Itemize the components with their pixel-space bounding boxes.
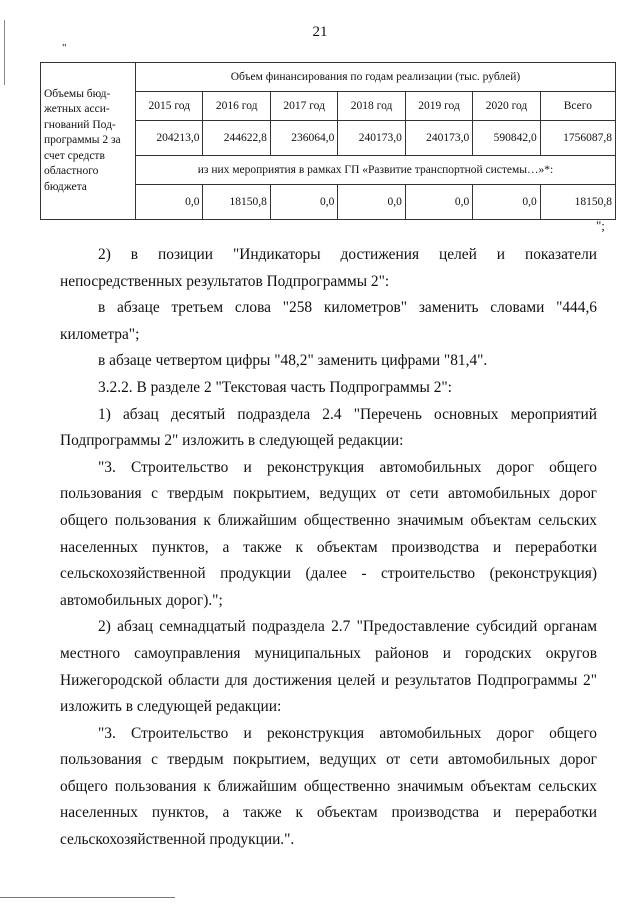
total-header-cell: Всего bbox=[540, 92, 615, 121]
sub-value-cell: 0,0 bbox=[338, 185, 405, 220]
paragraph: "3. Строительство и реконструкция автомобильных дорог общего пользования с твердым покрытием, ведущих от сети автомобильных дорог общего пользования к ближайшим общественно значимым объектам сельских населенных пунктов, а также к объектам производства и переработки сельскохозяйственной продукции (далее - строительство (реконструкция) автомобильных дорог)."; bbox=[60, 458, 597, 609]
funding-table bbox=[40, 62, 616, 220]
document-body bbox=[60, 242, 597, 854]
total-value-cell: 244622,8 bbox=[203, 121, 270, 156]
year-cell: 2020 год bbox=[473, 92, 540, 121]
sub-total-cell: 18150,8 bbox=[540, 185, 615, 220]
paragraph: "3. Строительство и реконструкция автомобильных дорог общего пользования с твердым покрытием, ведущих от сети автомобильных дорог общего пользования к ближайшим общественно значимым объектам сельских населенных пунктов, а также к объектам производства и переработки сельскохозяйственной продукции.". bbox=[60, 724, 597, 849]
total-value-cell: 240173,0 bbox=[405, 121, 472, 156]
total-value-cell: 236064,0 bbox=[270, 121, 337, 156]
year-cell: 2015 год bbox=[136, 92, 203, 121]
year-cell: 2016 год bbox=[203, 92, 270, 121]
total-value-cell: 240173,0 bbox=[338, 121, 405, 156]
sub-value-cell: 0,0 bbox=[473, 185, 540, 220]
sub-value-cell: 0,0 bbox=[270, 185, 337, 220]
paragraph: в абзаце третьем слова "258 километров" заменить словами "444,6 километра"; bbox=[60, 299, 597, 343]
sub-value-cell: 0,0 bbox=[405, 185, 472, 220]
closing-quote-mark: "; bbox=[596, 218, 605, 233]
paragraph: 1) абзац десятый подраздела 2.4 "Перечень основных мероприятий Подпрограммы 2" изложить в следующей редакции: bbox=[60, 405, 597, 450]
funding-header: Объем финансирования по годам реализации (тыс. рублей) bbox=[136, 63, 616, 92]
year-cell: 2019 год bbox=[405, 92, 472, 121]
paragraph: в абзаце четвертом цифры "48,2" заменить цифрами "81,4". bbox=[98, 352, 488, 370]
table-row-header: Объемы бюд-жетных асси-гнований Под-программы 2 за счет средств областного бюджета bbox=[41, 63, 136, 220]
subheader-cell: из них мероприятия в рамках ГП «Развитие транспортной системы…»*: bbox=[136, 156, 616, 185]
total-value-cell: 590842,0 bbox=[473, 121, 540, 156]
page-number: 21 bbox=[312, 24, 328, 40]
paragraph: 2) абзац семнадцатый подраздела 2.7 "Предоставление субсидий органам местного самоуправления муниципальных районов и городских округов Нижегородской области для достижения целей и результатов Подпрограммы 2" изложить в следующей редакции: bbox=[60, 618, 597, 716]
sub-value-cell: 0,0 bbox=[136, 185, 203, 220]
opening-quote-mark: " bbox=[62, 42, 67, 54]
paragraph: 2) в позиции "Индикаторы достижения целей и показатели непосредственных результатов Подпрограммы 2": bbox=[60, 246, 597, 290]
footer-rule bbox=[0, 897, 175, 898]
year-cell: 2018 год bbox=[338, 92, 405, 121]
year-cell: 2017 год bbox=[270, 92, 337, 121]
sub-value-cell: 18150,8 bbox=[203, 185, 270, 220]
paragraph: 3.2.2. В разделе 2 "Текстовая часть Подпрограммы 2": bbox=[98, 378, 452, 396]
total-value-cell: 204213,0 bbox=[136, 121, 203, 156]
grand-total-cell: 1756087,8 bbox=[540, 121, 615, 156]
